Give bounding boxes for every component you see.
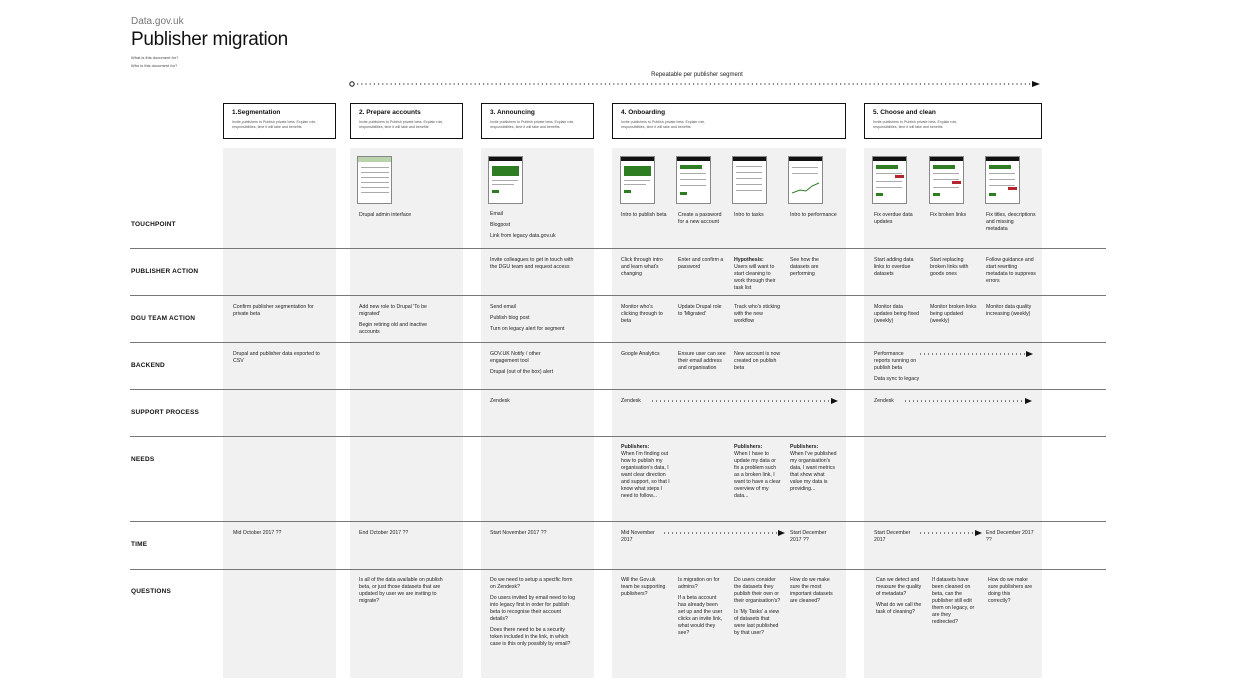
row-divider	[130, 295, 1106, 296]
question-legacy-login: Do users invited by email need to log into legacy first in order for publish beta to recognise their account details?	[490, 595, 576, 622]
questions-cleaning-legacy: If datasets have been cleaned on beta, can the publisher still edit them on legacy, or are they redirected?	[932, 577, 975, 625]
support-onboarding: Zendesk	[621, 398, 641, 404]
row-label-backend: BACKEND	[131, 362, 165, 369]
stage-title: 3. Announcing	[490, 109, 535, 116]
questions-prepare: Is all of the data available on publish beta, or just those datasets that are updated by user we are inviting to migrate?	[359, 577, 443, 604]
time-cleaning-end: End December 2017 ??	[986, 530, 1034, 543]
stage-description: Invite publishers to Publish private beta. Explain role, responsibilities, time it will take and benefits	[873, 120, 958, 129]
need-heading: Publishers:	[790, 444, 819, 450]
backend-performance-reports: Performance reports running on publish beta	[874, 351, 917, 371]
hypothesis-heading: Hypothesis:	[734, 257, 764, 263]
backend-ensure-email: Ensure user can see their email address and organisation	[678, 351, 726, 371]
email-thumbnail	[488, 156, 523, 204]
questions-onboarding-admins	[678, 577, 726, 641]
touchpoint-legacy-link: Link from legacy data.gov.uk	[490, 233, 556, 239]
timeline-label: Repeatable per publisher segment	[651, 72, 743, 78]
publisher-action-performance: See how the datasets are performing	[790, 257, 819, 277]
create-password-thumbnail	[676, 156, 711, 204]
support-cleaning-arrow	[903, 397, 1034, 405]
touchpoint-intro-publish: Intro to publish beta	[621, 212, 667, 218]
meta-purpose: What is this document for?	[131, 55, 179, 60]
backend-drupal-alert: Drupal (out of the box) alert	[490, 369, 554, 375]
question-dataset-ownership: Do users consider the datasets they publish their own or their organisation's?	[734, 577, 781, 604]
stage-title: 4. Onboarding	[621, 109, 666, 116]
dgu-action-monitor-quality: Monitor data quality increasing (weekly)	[986, 304, 1032, 317]
row-label-questions: QUESTIONS	[131, 588, 172, 595]
question-measure-quality: Can we detect and measure the quality of metadata?	[876, 577, 922, 597]
need-onboarding	[621, 444, 671, 500]
touchpoint-fix-overdue: Fix overdue data updates	[874, 212, 913, 225]
touchpoint-fix-broken-links: Fix broken links	[930, 212, 967, 218]
backend-arrow	[918, 350, 1034, 358]
row-label-time: TIME	[131, 541, 148, 548]
need-body: When I've published my organisation's data, I want metrics that show what value my data is providing...	[790, 451, 837, 492]
questions-cleaning-metadata	[876, 577, 922, 620]
publisher-action-intro: Click through intro and learn what's changing	[621, 257, 663, 277]
backend-new-account: New account is now created on publish beta	[734, 351, 781, 371]
support-announcing: Zendesk	[490, 398, 510, 404]
row-divider	[130, 569, 1106, 570]
stage-description: Invite publishers to Publish private beta. Explain role, responsibilities, time it will take and benefits	[490, 120, 575, 129]
time-onboarding-end: Start December 2017 ??	[790, 530, 827, 543]
fix-overdue-thumbnail	[872, 156, 907, 204]
fix-titles-thumbnail	[985, 156, 1020, 204]
time-announcing: Start November 2017 ??	[490, 530, 547, 536]
stage-title: 5. Choose and clean	[873, 109, 936, 116]
touchpoint-fix-titles: Fix titles, descriptions and missing metadata	[986, 212, 1036, 232]
question-my-tasks: Is 'My Tasks' a view of datasets that were last published by that user?	[734, 609, 780, 636]
question-security-token: Does there need to be a security token included in the link, in which case is this only possibly by email?	[490, 627, 571, 647]
stage-segmentation	[223, 103, 336, 139]
touchpoint-announcing	[490, 211, 590, 244]
dgu-action-send-email: Send email	[490, 304, 516, 310]
publisher-action-announcing: Invite colleagues to get in touch with the DGU team and request access	[490, 257, 574, 270]
question-admin-migration: Is migration on for admins?	[678, 577, 720, 590]
stage-choose-and-clean	[864, 103, 1042, 139]
dgu-action-update-role: Update Drupal role to 'Migrated'	[678, 304, 722, 317]
stage-prepare-accounts	[350, 103, 463, 139]
stage-description: Invite publishers to Publish private beta. Explain role, responsibilities, time it will take and benefits	[232, 120, 317, 129]
touchpoint-intro-performance: Intro to performance	[790, 212, 837, 218]
dgu-action-retire-accounts: Begin retiring old and inactive accounts	[359, 322, 428, 335]
time-cleaning-start: Start December 2017	[874, 530, 911, 543]
stage-title: 1.Segmentation	[232, 109, 281, 116]
row-label-dgu-team-action: DGU TEAM ACTION	[131, 315, 196, 322]
questions-cleaning-correctness: How do we make sure publishers are doing this correctly?	[988, 577, 1033, 604]
touchpoint-blogpost: Blogpost	[490, 222, 511, 228]
meta-audience: Who is this document for?	[131, 63, 178, 68]
row-label-support-process: SUPPORT PROCESS	[131, 409, 200, 416]
need-metrics	[790, 444, 838, 493]
need-body: When I have to update my data or fix a problem such as a broken link, I want to have a clear overview of my data...	[734, 451, 781, 499]
need-update-data	[734, 444, 782, 500]
questions-onboarding-support: Will the Gov.uk team be supporting publishers?	[621, 577, 666, 597]
row-label-needs: NEEDS	[131, 456, 155, 463]
stage-announcing	[481, 103, 594, 139]
question-existing-account: If a beta account has already been set up and the user clicks an invite link, what would they see?	[678, 595, 723, 636]
support-onboarding-arrow	[650, 397, 840, 405]
row-divider	[130, 521, 1106, 522]
touchpoint-prepare: Drupal admin interface	[359, 212, 412, 218]
publisher-action-replace-links: Start replacing broken links with goods ones	[930, 257, 969, 277]
dgu-action-monitor-clicks: Monitor who's clicking through to beta	[621, 304, 663, 324]
backend-analytics: Google Analytics	[621, 351, 660, 357]
row-divider	[130, 342, 1106, 343]
time-prepare: End October 2017 ??	[359, 530, 409, 536]
time-cleaning-arrow	[918, 529, 984, 537]
intro-tasks-thumbnail	[732, 156, 767, 204]
publisher-action-password: Enter and confirm a password	[678, 257, 724, 270]
need-body: When I'm finding out how to publish my organisation's data, I want clear direction and support, so that I know what steps I need to follow...	[621, 451, 670, 499]
dgu-action-add-role: Add new role to Drupal 'To be migrated'	[359, 304, 427, 317]
row-divider	[130, 389, 1106, 390]
row-divider	[130, 248, 1106, 249]
timeline-arrow	[348, 79, 1044, 89]
dgu-action-segmentation: Confirm publisher segmentation for private beta	[233, 304, 314, 317]
column-segmentation	[223, 148, 336, 678]
line-chart-icon	[792, 181, 820, 195]
hypothesis-body: Users will want to start cleaning to work through their task list	[734, 264, 776, 291]
drupal-admin-thumbnail	[357, 156, 392, 204]
stage-onboarding	[612, 103, 846, 139]
dgu-action-prepare	[359, 304, 449, 340]
stage-description: Invite publishers to Publish private beta. Explain role, responsibilities, time it will take and benefits	[359, 120, 444, 129]
dgu-action-legacy-alert: Turn on legacy alert for segment	[490, 326, 565, 332]
backend-announcing	[490, 351, 570, 380]
questions-onboarding-ownership	[734, 577, 782, 641]
support-cleaning: Zendesk	[874, 398, 894, 404]
time-onboarding-arrow	[662, 529, 788, 537]
touchpoint-email: Email	[490, 211, 503, 217]
dgu-action-monitor-updates: Monitor data updates being fixed (weekly)	[874, 304, 919, 324]
dgu-action-monitor-links: Monitor broken links being updated (weekly)	[930, 304, 977, 324]
stage-description: Invite publishers to Publish private beta. Explain role, responsibilities, time it will take and benefits	[621, 120, 706, 129]
intro-publish-thumbnail	[620, 156, 655, 204]
fix-broken-links-thumbnail	[929, 156, 964, 204]
publisher-action-hypothesis	[734, 257, 782, 292]
row-label-touchpoint: TOUCHPOINT	[131, 221, 176, 228]
need-heading: Publishers:	[734, 444, 763, 450]
backend-data-sync: Data sync to legacy	[874, 376, 920, 382]
site-name: Data.gov.uk	[131, 16, 184, 27]
question-task-name: What do we call the task of cleaning?	[876, 602, 922, 615]
dgu-action-track-users: Track who's sticking with the new workflow	[734, 304, 781, 324]
touchpoint-create-password: Create a password for a new account	[678, 212, 722, 225]
backend-segmentation: Drupal and publisher data exported to CSV	[233, 351, 320, 364]
need-heading: Publishers:	[621, 444, 650, 450]
row-divider	[130, 436, 1106, 437]
questions-onboarding-priority: How do we make sure the most important datasets are cleaned?	[790, 577, 833, 604]
intro-performance-thumbnail	[788, 156, 823, 204]
row-label-publisher-action: PUBLISHER ACTION	[131, 268, 199, 275]
time-segmentation: Mid October 2017 ??	[233, 530, 282, 536]
time-onboarding-start: Mid November 2017	[621, 530, 655, 543]
page-title: Publisher migration	[131, 29, 288, 50]
publisher-action-rewrite-metadata: Follow guidance and start rewriting metadata to suppress errors	[986, 257, 1036, 284]
touchpoint-intro-tasks: Intro to tasks	[734, 212, 764, 218]
stage-title: 2. Prepare accounts	[359, 109, 421, 116]
backend-notify: GOV.UK Notify / other engagement tool	[490, 351, 541, 364]
dgu-action-announcing	[490, 304, 590, 337]
question-zendesk-form: Do we need to setup a specific form on Zendesk?	[490, 577, 573, 590]
publisher-action-add-links: Start adding data links to overdue datasets	[874, 257, 914, 277]
questions-announcing	[490, 577, 576, 652]
dgu-action-publish-blog: Publish blog post	[490, 315, 530, 321]
